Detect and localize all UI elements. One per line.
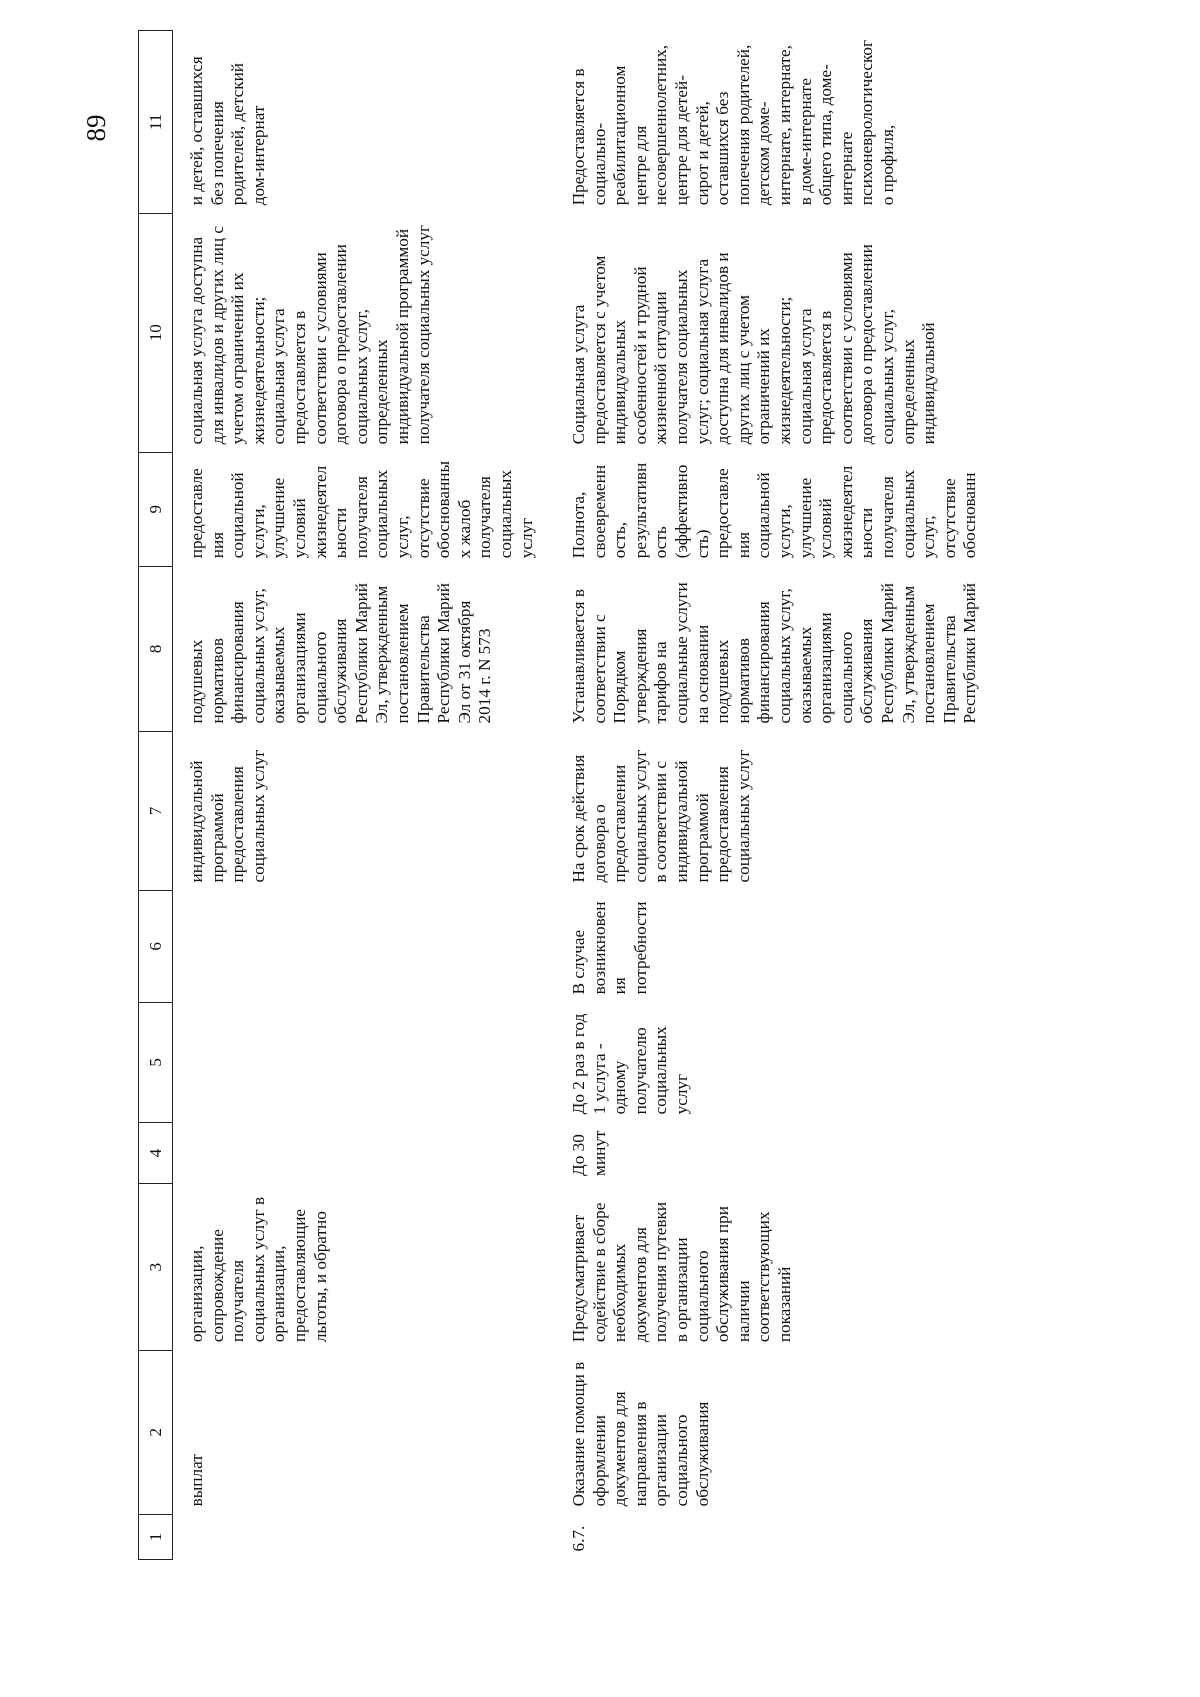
service-unit [173,890,556,1002]
service-frequency [173,1002,556,1122]
service-content: Предусматривает содействие в сборе необходимых документов для получения путевки в организации социального обслуживания при наличии соответствующих показаний [569,1201,794,1343]
service-unit: В случае возникновения потребности [569,901,650,995]
service-quality: предоставления социальной услуги, улучшение условий жизнедеятельности получателя социальных услуг, отсутствие обоснованных жалоб получателя социальных услуг [187,460,536,559]
col-header-3: 3 [139,1184,173,1350]
service-quality: Полнота, своевременность, результативность (эффективность) предоставления социальной услуги, улучшение условий жизнедеятельности получателя социальных услуг, отсутствие обоснованн [569,462,980,559]
service-time: До 30 минут [569,1130,609,1176]
col-header-9: 9 [139,452,173,566]
service-tariff: Устанавливается в соответствии с Порядком утверждения тарифов на социальные услуги на основании подушевых нормативов финансирования социальных услуг, оказываемых организациями социального обслуживания Республики Марий Эл, утвержденным постановлением Правительства Республики Марий [569,582,980,724]
service-term: На срок действия договора о предоставлении социальных услуг в соответствии с индивидуальной программой предоставления социальных услуг [569,749,753,883]
col-header-2: 2 [139,1350,173,1514]
page-number: 89 [81,114,111,142]
service-term: индивидуальной программой предоставления социальных услуг [187,749,268,883]
col-header-4: 4 [139,1122,173,1184]
service-provider: и детей, оставшихся без попечения родителей, детский дом-интернат [187,56,268,206]
col-header-10: 10 [139,213,173,452]
col-header-11: 11 [139,31,173,214]
service-name: выплат [187,1454,206,1507]
service-frequency: До 2 раз в год 1 услуга - одному получателю социальных услуг [569,1013,691,1115]
rotated-table-container [138,30,1058,1560]
service-content: организации, сопровождение получателя социальных услуг в организации, предоставляющие льготы, и обратно [187,1196,330,1343]
col-header-7: 7 [139,731,173,890]
header-row [139,31,173,1560]
service-tariff: подушевых нормативов финансирования социальных услуг, оказываемых организациями социального обслуживания Республики Марий Эл, утвержденным постановлением Правительства Республики Марий Эл от 31 октября 2014 г. N 573 [187,583,495,724]
col-header-6: 6 [139,890,173,1002]
col-header-1: 1 [139,1514,173,1559]
row-number: 6.7. [569,1525,588,1552]
service-provider: Предоставляется в социально-реабилитационном центре для несовершеннолетних, центре для детей-сирот и детей, оставшихся без попечения родителей, детском доме-интернате, интернате, в доме-интернате общего типа, доме-интернате психоневрологического профиля, [569,39,897,206]
col-header-8: 8 [139,566,173,731]
table-row [173,31,556,1560]
service-name: Оказание помощи в оформлении документов для направления в организации социального обслуживания [569,1361,712,1507]
table-row [555,31,1047,1560]
services-table [138,30,1047,1560]
service-time [173,1122,556,1184]
row-number [173,1514,556,1559]
col-header-5: 5 [139,1002,173,1122]
service-conditions: социальная услуга доступна для инвалидов и других лиц с учетом ограничений их жизнедеятельности; социальная услуга предоставляется в соответствии с условиями договора о предоставлении социальных услуг, определенных индивидуальной программой получателя социальных услуг [187,224,433,445]
service-conditions: Социальная услуга предоставляется с учетом индивидуальных особенностей и трудной жизненной ситуации получателя социальных услуг; социальная услуга доступна для инвалидов и других лиц с учетом ограничений их жизнедеятельности; социальная услуга предоставляется в соответствии с условиями договора о предоставлении социальных услуг, определенных индивидуальной [569,244,939,445]
